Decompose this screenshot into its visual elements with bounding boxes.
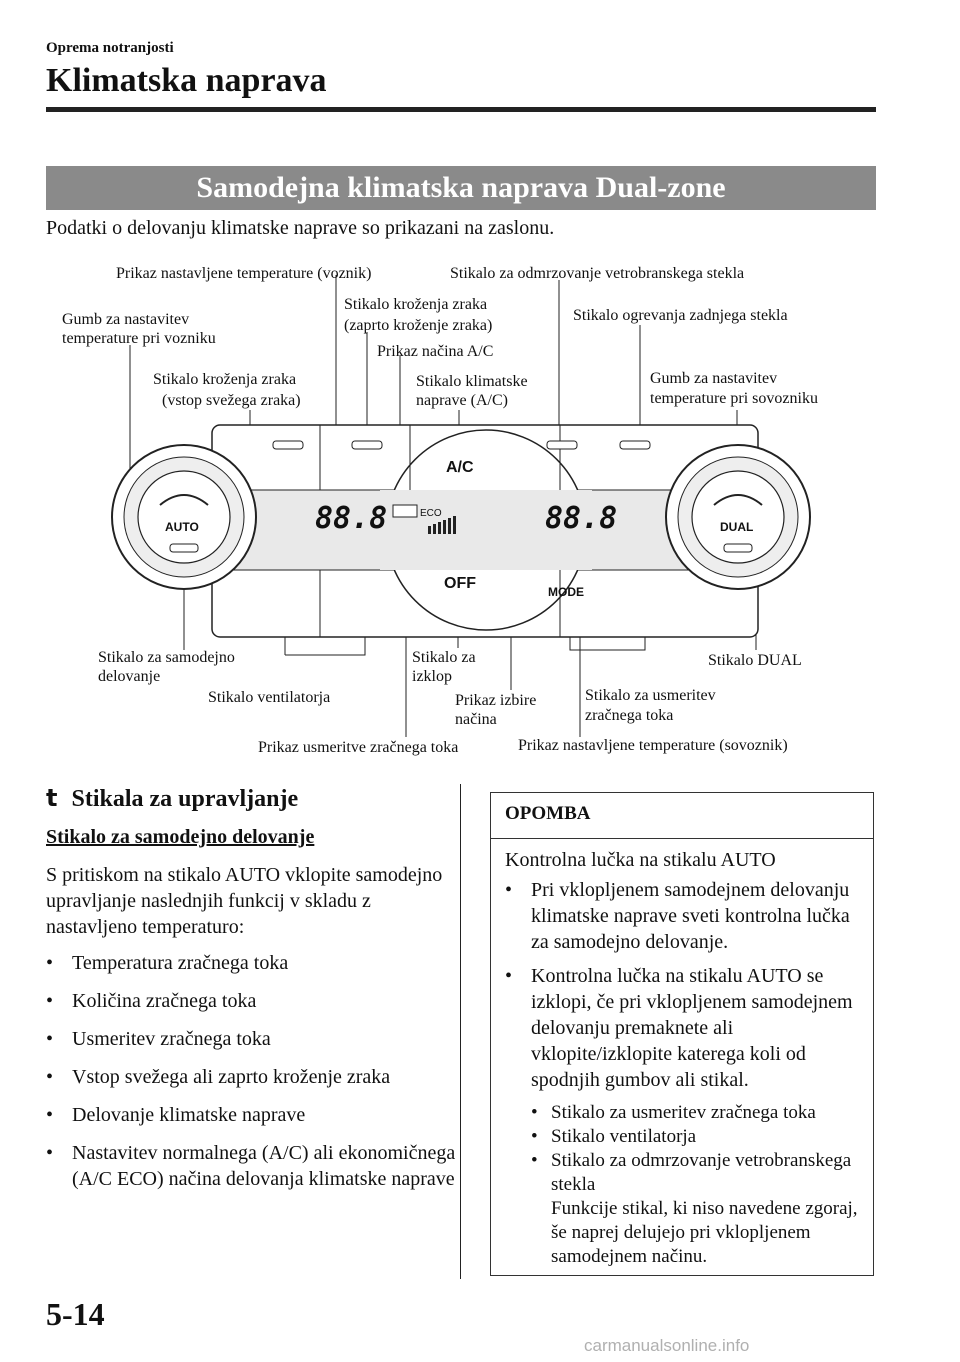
list-item: • Količina zračnega toka xyxy=(46,990,257,1012)
controls-heading-text: Stikala za upravljanje xyxy=(71,786,299,812)
note-list xyxy=(505,877,863,1093)
breadcrumb: Oprema notranjosti xyxy=(46,40,174,56)
callout-auto-switch-2: delovanje xyxy=(98,668,161,685)
note-title: OPOMBA xyxy=(491,793,873,839)
heading-marker: t xyxy=(46,784,58,812)
note-sub-list xyxy=(531,1101,863,1197)
mode-label: MODE xyxy=(548,585,584,599)
watermark-text: carmanualsonline.info xyxy=(584,1336,750,1355)
callout-driver-knob-1: Gumb za nastavitev xyxy=(62,311,190,328)
callout-airflow-switch-1: Stikalo za usmeritev xyxy=(585,687,716,704)
callout-auto-switch-1: Stikalo za samodejno xyxy=(98,649,235,666)
page-title: Klimatska naprava xyxy=(46,62,327,99)
note-lead: Kontrolna lučka na stikalu AUTO xyxy=(505,849,776,871)
callout-airflow-display: Prikaz usmeritve zračnega toka xyxy=(258,739,459,756)
callout-fan-switch: Stikalo ventilatorja xyxy=(208,689,331,706)
list-item: • Kontrolna lučka na stikalu AUTO se izklopi, če pri vklopljenem samodejnem delovanju premaknete ali vklopite/izklopite katerega koli od spodnjih gumbov ali stikal. xyxy=(505,965,853,1091)
note-box xyxy=(490,792,874,1276)
passenger-temp-digits: 88.8 xyxy=(545,501,618,536)
auto-functions-list xyxy=(46,950,456,1204)
off-label: OFF xyxy=(444,575,476,592)
note-body xyxy=(491,839,873,1269)
callout-off-switch-1: Stikalo za xyxy=(412,649,476,666)
callout-driver-knob-2: temperature pri vozniku xyxy=(62,330,216,347)
list-item: • Pri vklopljenem samodejnem delovanju klimatske naprave sveti kontrolna lučka za samodejno delovanje. xyxy=(505,879,850,953)
callout-recirc-closed-1: Stikalo kroženja zraka xyxy=(344,296,488,313)
page-number: 5-14 xyxy=(46,1296,105,1332)
callout-mode-display-2: načina xyxy=(455,711,497,728)
list-item: • Stikalo za usmeritev zračnega toka xyxy=(531,1102,816,1123)
auto-subheading: Stikalo za samodejno delovanje xyxy=(46,826,315,848)
list-item: • Stikalo ventilatorja xyxy=(531,1126,697,1147)
list-item: • Stikalo za odmrzovanje vetrobranskega stekla xyxy=(531,1150,852,1195)
note-tail: Funkcije stikal, ki niso navedene zgoraj, še naprej delujejo pri vklopljenem samodejnem načinu. xyxy=(551,1198,858,1267)
list-item: • Usmeritev zračnega toka xyxy=(46,1028,271,1050)
callout-airflow-switch-2: zračnega toka xyxy=(585,707,674,724)
callout-ac-mode-display: Prikaz načina A/C xyxy=(377,343,494,360)
column-divider xyxy=(460,784,461,1279)
callout-recirc-closed-2: (zaprto kroženje zraka) xyxy=(344,317,493,334)
callout-defrost-switch: Stikalo za odmrzovanje vetrobranskega stekla xyxy=(450,265,745,282)
callout-driver-temp-display: Prikaz nastavljene temperature (voznik) xyxy=(116,265,372,282)
callout-pass-knob-1: Gumb za nastavitev xyxy=(650,370,778,387)
list-item: • Nastavitev normalnega (A/C) ali ekonomičnega (A/C ECO) načina delovanja klimatske naprave xyxy=(46,1142,456,1190)
callout-dual-switch: Stikalo DUAL xyxy=(708,652,802,669)
ac-label: A/C xyxy=(446,459,474,476)
callout-recirc-fresh-2: (vstop svežega zraka) xyxy=(162,392,301,409)
auto-label: AUTO xyxy=(165,520,199,534)
list-item: • Temperatura zračnega toka xyxy=(46,952,289,974)
callout-mode-display-1: Prikaz izbire xyxy=(455,692,537,709)
auto-paragraph: S pritiskom na stikalo AUTO vklopite samodejno upravljanje naslednjih funkcij v skladu z nastavljeno temperaturo: xyxy=(46,864,443,938)
callout-ac-switch-2: naprave (A/C) xyxy=(416,392,508,409)
callout-off-switch-2: izklop xyxy=(412,668,452,685)
controls-heading xyxy=(46,784,298,813)
callout-pass-temp-display: Prikaz nastavljene temperature (sovoznik) xyxy=(518,737,788,754)
callout-rear-defrost: Stikalo ogrevanja zadnjega stekla xyxy=(573,307,788,324)
callout-pass-knob-2: temperature pri sovozniku xyxy=(650,390,818,407)
section-banner: Samodejna klimatska naprava Dual-zone xyxy=(46,166,876,210)
dual-label: DUAL xyxy=(720,520,754,534)
driver-temp-digits: 88.8 xyxy=(315,501,388,536)
callout-ac-switch-1: Stikalo klimatske xyxy=(416,373,528,390)
list-item: • Vstop svežega ali zaprto kroženje zraka xyxy=(46,1066,391,1088)
eco-label: ECO xyxy=(420,508,442,519)
list-item: • Delovanje klimatske naprave xyxy=(46,1104,306,1126)
intro-text: Podatki o delovanju klimatske naprave so prikazani na zaslonu. xyxy=(46,217,555,239)
callout-recirc-fresh-1: Stikalo kroženja zraka xyxy=(153,371,297,388)
